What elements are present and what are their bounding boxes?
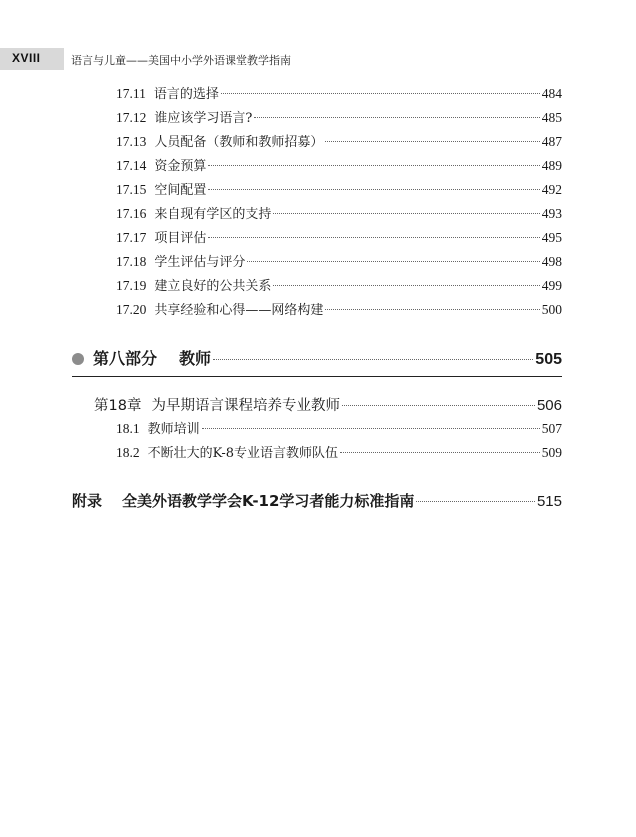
section-title: 语言的选择 — [153, 87, 219, 102]
section-number: 17.13 — [116, 134, 147, 149]
toc-entry-17-15[interactable] — [116, 179, 562, 198]
toc-entry-17-17[interactable] — [116, 227, 562, 246]
toc-entry-17-20[interactable] — [116, 299, 562, 318]
dot-leader — [202, 428, 540, 429]
toc-entry-17-14[interactable] — [116, 155, 562, 174]
dot-leader — [273, 213, 539, 214]
section-number: 17.15 — [116, 182, 147, 197]
section-number: 18.1 — [116, 421, 140, 436]
section-number: 17.17 — [116, 230, 147, 245]
section-title: 不断壮大的K-8专业语言教师队伍 — [147, 446, 339, 461]
page-number: XVIII — [12, 51, 41, 65]
section-title: 人员配备（教师和教师招募） — [154, 135, 324, 150]
dot-leader — [208, 189, 539, 190]
section-number: 17.14 — [116, 158, 147, 173]
appendix-title: 全美外语教学学会K-12学习者能力标准指南 — [122, 492, 415, 510]
section-title: 资金预算 — [154, 159, 207, 174]
section-title: 学生评估与评分 — [154, 255, 246, 270]
section-number: 17.12 — [116, 110, 147, 125]
page-number: 500 — [541, 302, 562, 317]
part-label: 第八部分 — [93, 349, 158, 368]
toc-entry-17-12[interactable] — [116, 107, 562, 126]
section-title: 谁应该学习语言? — [154, 111, 253, 126]
dot-leader — [342, 405, 535, 406]
dot-leader — [208, 165, 539, 166]
page-number: 489 — [541, 158, 562, 173]
toc-part-8[interactable] — [72, 346, 562, 369]
dot-leader — [208, 237, 539, 238]
toc-entry-17-18[interactable] — [116, 251, 562, 270]
dot-leader — [416, 501, 535, 502]
dot-leader — [254, 117, 539, 118]
toc-appendix[interactable] — [72, 490, 562, 511]
page-number: 509 — [541, 445, 562, 460]
toc-entry-17-13[interactable] — [116, 131, 562, 150]
part-divider-rule — [72, 376, 562, 377]
page-number: 499 — [541, 278, 562, 293]
page-number: 506 — [536, 397, 562, 414]
section-number: 17.19 — [116, 278, 147, 293]
dot-leader — [340, 452, 540, 453]
toc-chapter-18[interactable] — [94, 394, 562, 415]
chapter-title: 为早期语言课程培养专业教师 — [151, 398, 340, 414]
toc-entry-17-16[interactable] — [116, 203, 562, 222]
page-number: 515 — [536, 493, 562, 510]
bullet-icon — [72, 353, 84, 365]
page-number: 495 — [541, 230, 562, 245]
page-number: 484 — [541, 86, 562, 101]
section-number: 17.20 — [116, 302, 147, 317]
page-number: 485 — [541, 110, 562, 125]
dot-leader — [325, 141, 539, 142]
page-number: 487 — [541, 134, 562, 149]
page-number: 505 — [535, 351, 562, 368]
book-title: 语言与儿童——美国中小学外语课堂教学指南 — [71, 54, 291, 67]
dot-leader — [273, 285, 539, 286]
page-number: 493 — [541, 206, 562, 221]
page-number: 492 — [541, 182, 562, 197]
toc-entry-17-19[interactable] — [116, 275, 562, 294]
section-title: 教师培训 — [147, 422, 200, 437]
section-title: 空间配置 — [154, 183, 207, 198]
dot-leader — [325, 309, 539, 310]
section-number: 18.2 — [116, 445, 140, 460]
section-number: 17.16 — [116, 206, 147, 221]
dot-leader — [221, 93, 540, 94]
running-header — [0, 48, 636, 70]
dot-leader — [213, 359, 533, 360]
page-number-tab — [0, 48, 64, 70]
section-title: 建立良好的公共关系 — [154, 279, 272, 294]
toc-entry-17-11[interactable] — [116, 83, 562, 102]
section-title: 来自现有学区的支持 — [154, 207, 272, 222]
page-number: 498 — [541, 254, 562, 269]
section-number: 17.18 — [116, 254, 147, 269]
toc-entry-18-2[interactable] — [116, 442, 562, 461]
appendix-label: 附录 — [72, 492, 103, 510]
toc-entry-18-1[interactable] — [116, 418, 562, 437]
chapter-number: 第18章 — [94, 398, 142, 414]
dot-leader — [247, 261, 539, 262]
part-title: 教师 — [179, 349, 212, 368]
section-title: 共享经验和心得——网络构建 — [154, 303, 324, 318]
page-number: 507 — [541, 421, 562, 436]
section-number: 17.11 — [116, 86, 146, 101]
section-title: 项目评估 — [154, 231, 207, 246]
